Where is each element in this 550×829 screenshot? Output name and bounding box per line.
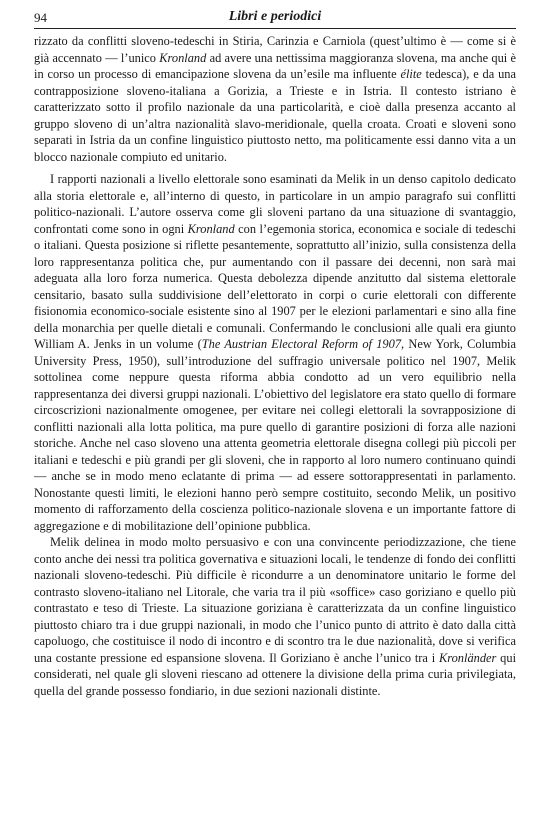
running-head: Libri e periodici — [228, 9, 322, 24]
text-run: rizzato da conflitti sloveno-tedeschi in Stiria, Carinzia e Carniola (quest’ultimo è — come si è già accennato — l’unico — [34, 34, 516, 65]
text-run: I rapporti nazionali a livello elettorale sono esaminati da Melik in un denso capitolo dedicato alla storia elettorale e, all’interno di questo, in particolare in un ampio paragrafo sui conflitti politico-nazionali. L’autore osserva come gli sloveni partano da una situazione di svantaggio, confrontati come sono in ogni — [34, 172, 516, 236]
text-run: Melik delinea in modo molto persuasivo e con una convincente periodizzazione, che tiene conto anche dei nessi tra politica governativa e situazioni locali, le tendenze di fondo dei conflitti nazionali sloveno-tedeschi. Più difficile è ricondurre a un denominatore unitario le forme del contrasto sloveno-italiano nel Litorale, che varia tra il più «soffice» caso goriziano e quello più contrastato e teso di Trieste. La situazione goriziana è caratterizzata da un confine linguistico piuttosto chiaro tra i due gruppi nazionali, in modo che l’unico punto di attrito è dato dalla città capoluogo, che costituisce il nodo di incontro e di scontro tra le due nazionalità, dove si verifica una costante pressione ed espansione slovena. Il Goriziano è anche l’unico tra i — [34, 535, 516, 665]
italic-term: Kronland — [187, 221, 235, 236]
paragraph-2 — [34, 171, 516, 534]
text-run: ad avere una nettissima maggioranza slovena, ma anche qui è in corso un processo di emancipazione slovena da un’esile ma influente — [34, 50, 517, 81]
text-run: qui considerati, nel quale gli sloveni riescano ad ottenere la divisione della prima curia privilegiata, quella del grande possesso fondiario, in due sezioni nazionali distinte. — [34, 650, 517, 698]
body-text — [34, 33, 516, 699]
text-run: tedesca), e da una contrapposizione sloveno-italiana a Gorizia, a Trieste e in Istria. Il contesto istriano è caratterizzato sotto il profilo nazionale da una particolarità, e cioè dalla presenza accanto al gruppo sloveno di un’altra nazionalità slavo-meridionale, quella croata. Croati e sloveni sono separati in Istria da un confine linguistico piuttosto netto, ma politicamente essi danno vita a un blocco nazionale compiuto ed unitario. — [34, 67, 516, 164]
italic-term: élite — [400, 67, 422, 81]
paragraph-3 — [34, 534, 516, 699]
italic-term: Kronländer — [438, 650, 497, 665]
paragraph-1 — [34, 33, 516, 165]
italic-term: Kronland — [159, 50, 207, 65]
page-number: 94 — [34, 10, 47, 25]
italic-term: The Austrian Electoral Reform of 1907 — [201, 337, 402, 351]
text-run: con l’egemonia storica, economica e sociale di tedeschi o italiani. Questa posizione si riflette pesantemente, soprattutto all’inizio, sulla consistenza della loro rappresentanza politica che, pur aumentando con il passare dei decenni, non sarà mai adeguata alla loro forza numerica. Questa debolezza dipende anzitutto dal sistema elettorale censitario, basato sulla suddivisione dell’elettorato in corpi o curie elettorali con differente fisionomia economico-sociale esistente sino al 1907 per le elezioni parlamentari e sino alla fine della monarchia per quelle dietali e comunali. Confermando le conclusioni alle quali era giunto William A. Jenks in un volume ( — [34, 221, 516, 351]
page-header — [34, 8, 516, 29]
text-run: , New York, Columbia University Press, 1950), sull’introduzione del suffragio universale politico nel 1907, Melik sottolinea come neppure questa riforma abbia condotto ad un vero equilibrio nella rappresentanza dei diversi gruppi nazionali. L’obiettivo del legislatore era stato quello di formare circoscrizioni nazionalmente omogenee, per evitare nei collegi elettorali la sovrapposizione di conflitti nazionali alla lotta politica, ma pure quello di garantire posizioni di forza alle nazioni storiche. Anche nel caso sloveno una attenta geometria elettorale disegna collegi più piccoli per italiani e tedeschi e più grandi per gli sloveni, che in rapporto al loro numero continuano quindi — anche se in modo meno eclatante di prima — ad essere sottorappresentati in parlamento. Nonostante questi limiti, le elezioni hanno però sempre costituito, secondo Melik, un positivo momento di rafforzamento della coscienza politico-nazionale slovena e un importante fattore di aggregazione e di mobilitazione dell’opinione pubblica. — [34, 337, 516, 533]
document-page — [34, 8, 516, 699]
